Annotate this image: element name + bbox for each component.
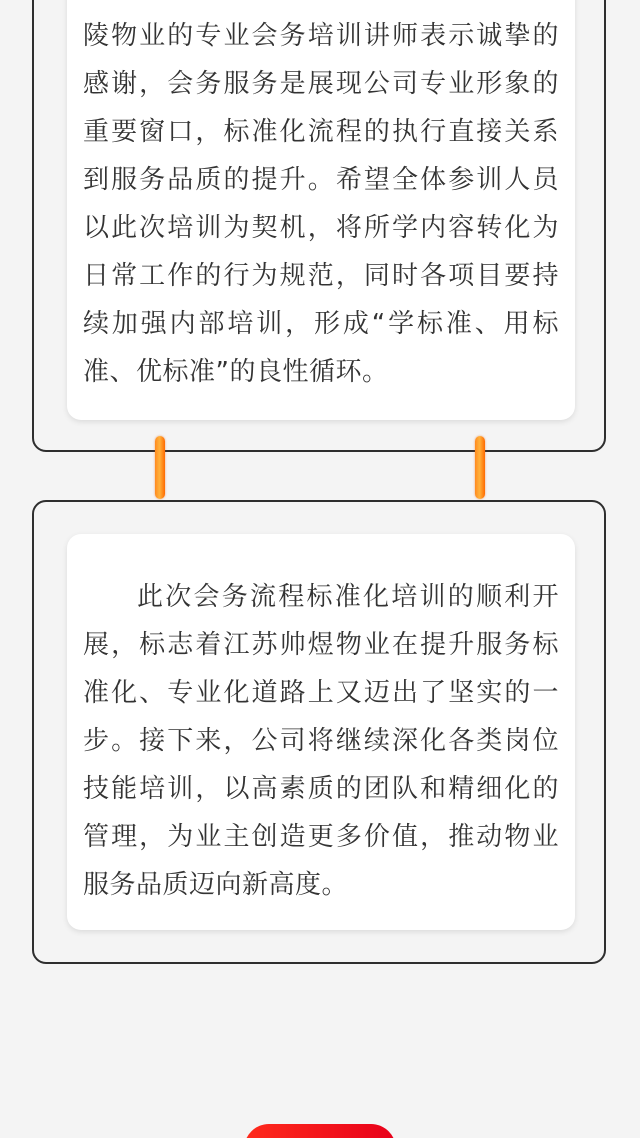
bottom-action-button[interactable] bbox=[244, 1124, 396, 1138]
paragraph-2: 此次会务流程标准化培训的顺利开展，标志着江苏帅煜物业在提升服务标准化、专业化道路上又迈出了坚实的一步。接下来，公司将继续深化各类岗位技能培训，以高素质的团队和精细化的管理，为业主创造更多价值，推动物业服务品质迈向新高度。 bbox=[83, 582, 559, 900]
connector-bar-left bbox=[155, 436, 165, 499]
paragraph-1: 陵物业的专业会务培训讲师表示诚挚的感谢，会务服务是展现公司专业形象的重要窗口，标准化流程的执行直接关系到服务品质的提升。希望全体参训人员以此次培训为契机，将所学内容转化为日常工作的行为规范，同时各项目要持续加强内部培训，形成“学标准、用标准、优标准”的良性循环。 bbox=[83, 21, 559, 387]
content-frame-1 bbox=[32, 0, 606, 452]
content-frame-2 bbox=[32, 500, 606, 964]
connector-bar-right bbox=[475, 436, 485, 499]
text-card-1 bbox=[67, 0, 575, 420]
text-card-2 bbox=[67, 534, 575, 930]
